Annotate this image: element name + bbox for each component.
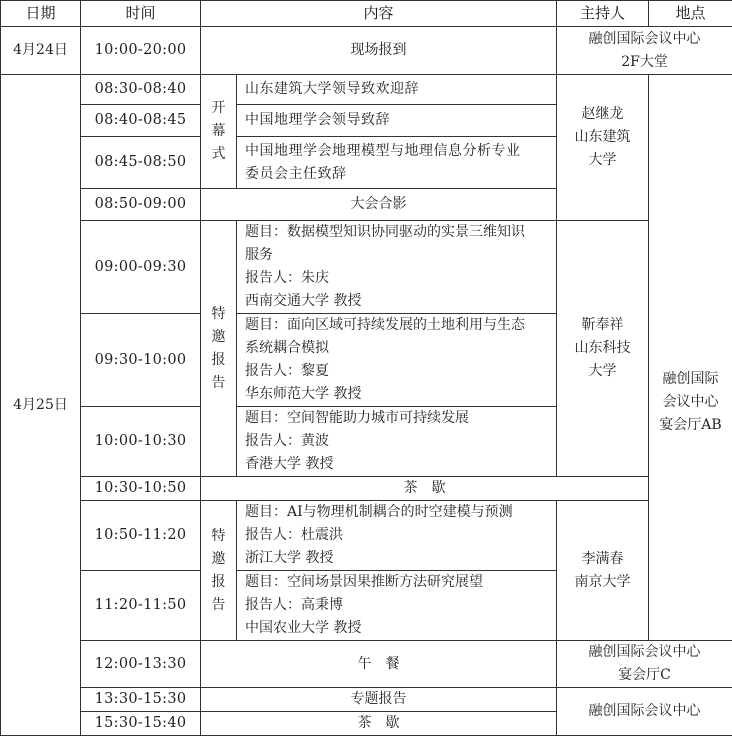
table-row — [1, 688, 732, 712]
talk-affiliation: 中国农业大学 教授 — [245, 617, 556, 640]
header-row — [1, 1, 732, 27]
header-host: 主持人 — [557, 1, 649, 27]
talk-speaker: 报告人：杜震洪 — [245, 524, 556, 547]
talk-cell — [237, 314, 557, 407]
content-cell: 大会合影 — [201, 189, 557, 221]
time-cell: 08:45-08:50 — [81, 137, 201, 189]
host-cell: 赵继龙 山东建筑 大学 — [557, 75, 649, 221]
host-cell: 李满春 南京大学 — [557, 501, 649, 641]
time-cell: 10:00-20:00 — [81, 27, 201, 75]
time-cell: 08:50-09:00 — [81, 189, 201, 221]
talk-title: 题目：空间智能助力城市可持续发展 — [245, 407, 556, 430]
content-cell: 中国地理学会领导致辞 — [237, 105, 557, 137]
talk-speaker: 报告人：高秉博 — [245, 594, 556, 617]
content-cell: 中国地理学会地理模型与地理信息分析专业 委员会主任致辞 — [237, 137, 557, 189]
talk-title: 题目：AI与物理机制耦合的时空建模与预测 — [245, 501, 556, 524]
header-time: 时间 — [81, 1, 201, 27]
content-cell: 茶 歇 — [201, 712, 557, 736]
talk-affiliation: 香港大学 教授 — [245, 453, 556, 476]
talk-title: 题目：空间场景因果推断方法研究展望 — [245, 571, 556, 594]
talk-cell — [237, 221, 557, 314]
time-cell: 10:00-10:30 — [81, 407, 201, 477]
location-line: 2F大堂 — [557, 51, 732, 74]
talk-title: 题目：面向区域可持续发展的土地利用与生态 — [245, 314, 556, 337]
talk-cell — [237, 407, 557, 477]
time-cell: 09:00-09:30 — [81, 221, 201, 314]
talk-affiliation: 华东师范大学 教授 — [245, 383, 556, 406]
time-cell: 08:40-08:45 — [81, 105, 201, 137]
table-row — [1, 501, 732, 571]
location-line: 融创国际会议中心 — [557, 28, 732, 51]
table-row — [1, 641, 732, 688]
table-row — [1, 221, 732, 314]
content-cell: 专题报告 — [201, 688, 557, 712]
talk-title: 服务 — [245, 244, 556, 267]
content-cell: 山东建筑大学领导致欢迎辞 — [237, 75, 557, 105]
talk-speaker: 报告人：黄波 — [245, 430, 556, 453]
table-row — [1, 75, 732, 105]
time-cell: 12:00-13:30 — [81, 641, 201, 688]
session-label-opening: 开 幕 式 — [201, 75, 237, 189]
host-cell: 靳奉祥 山东科技 大学 — [557, 221, 649, 477]
content-cell: 茶 歇 — [201, 477, 649, 501]
table-row — [1, 477, 732, 501]
talk-affiliation: 西南交通大学 教授 — [245, 290, 556, 313]
time-cell: 10:30-10:50 — [81, 477, 201, 501]
talk-title: 题目：数据模型知识协同驱动的实景三维知识 — [245, 221, 556, 244]
time-cell: 11:20-11:50 — [81, 571, 201, 641]
time-cell: 08:30-08:40 — [81, 75, 201, 105]
session-label-keynote: 特 邀 报 告 — [201, 221, 237, 477]
header-content: 内容 — [201, 1, 557, 27]
location-cell: 融创国际 会议中心 宴会厅AB — [649, 75, 732, 641]
talk-affiliation: 浙江大学 教授 — [245, 547, 556, 570]
header-location: 地点 — [649, 1, 732, 27]
header-date: 日期 — [1, 1, 81, 27]
talk-cell — [237, 501, 557, 571]
time-cell: 10:50-11:20 — [81, 501, 201, 571]
content-cell: 午 餐 — [201, 641, 557, 688]
content-cell: 现场报到 — [201, 27, 557, 75]
location-cell: 融创国际会议中心 — [557, 688, 732, 736]
table-row — [1, 27, 732, 75]
date-cell: 4月24日 — [1, 27, 81, 75]
talk-title: 系统耦合模拟 — [245, 337, 556, 360]
session-label-keynote: 特 邀 报 告 — [201, 501, 237, 641]
date-cell: 4月25日 — [1, 75, 81, 736]
talk-speaker: 报告人：朱庆 — [245, 267, 556, 290]
talk-cell — [237, 571, 557, 641]
time-cell: 15:30-15:40 — [81, 712, 201, 736]
time-cell: 09:30-10:00 — [81, 314, 201, 407]
location-cell: 融创国际会议中心 宴会厅C — [557, 641, 732, 688]
time-cell: 13:30-15:30 — [81, 688, 201, 712]
talk-speaker: 报告人：黎夏 — [245, 360, 556, 383]
location-cell — [557, 27, 732, 75]
